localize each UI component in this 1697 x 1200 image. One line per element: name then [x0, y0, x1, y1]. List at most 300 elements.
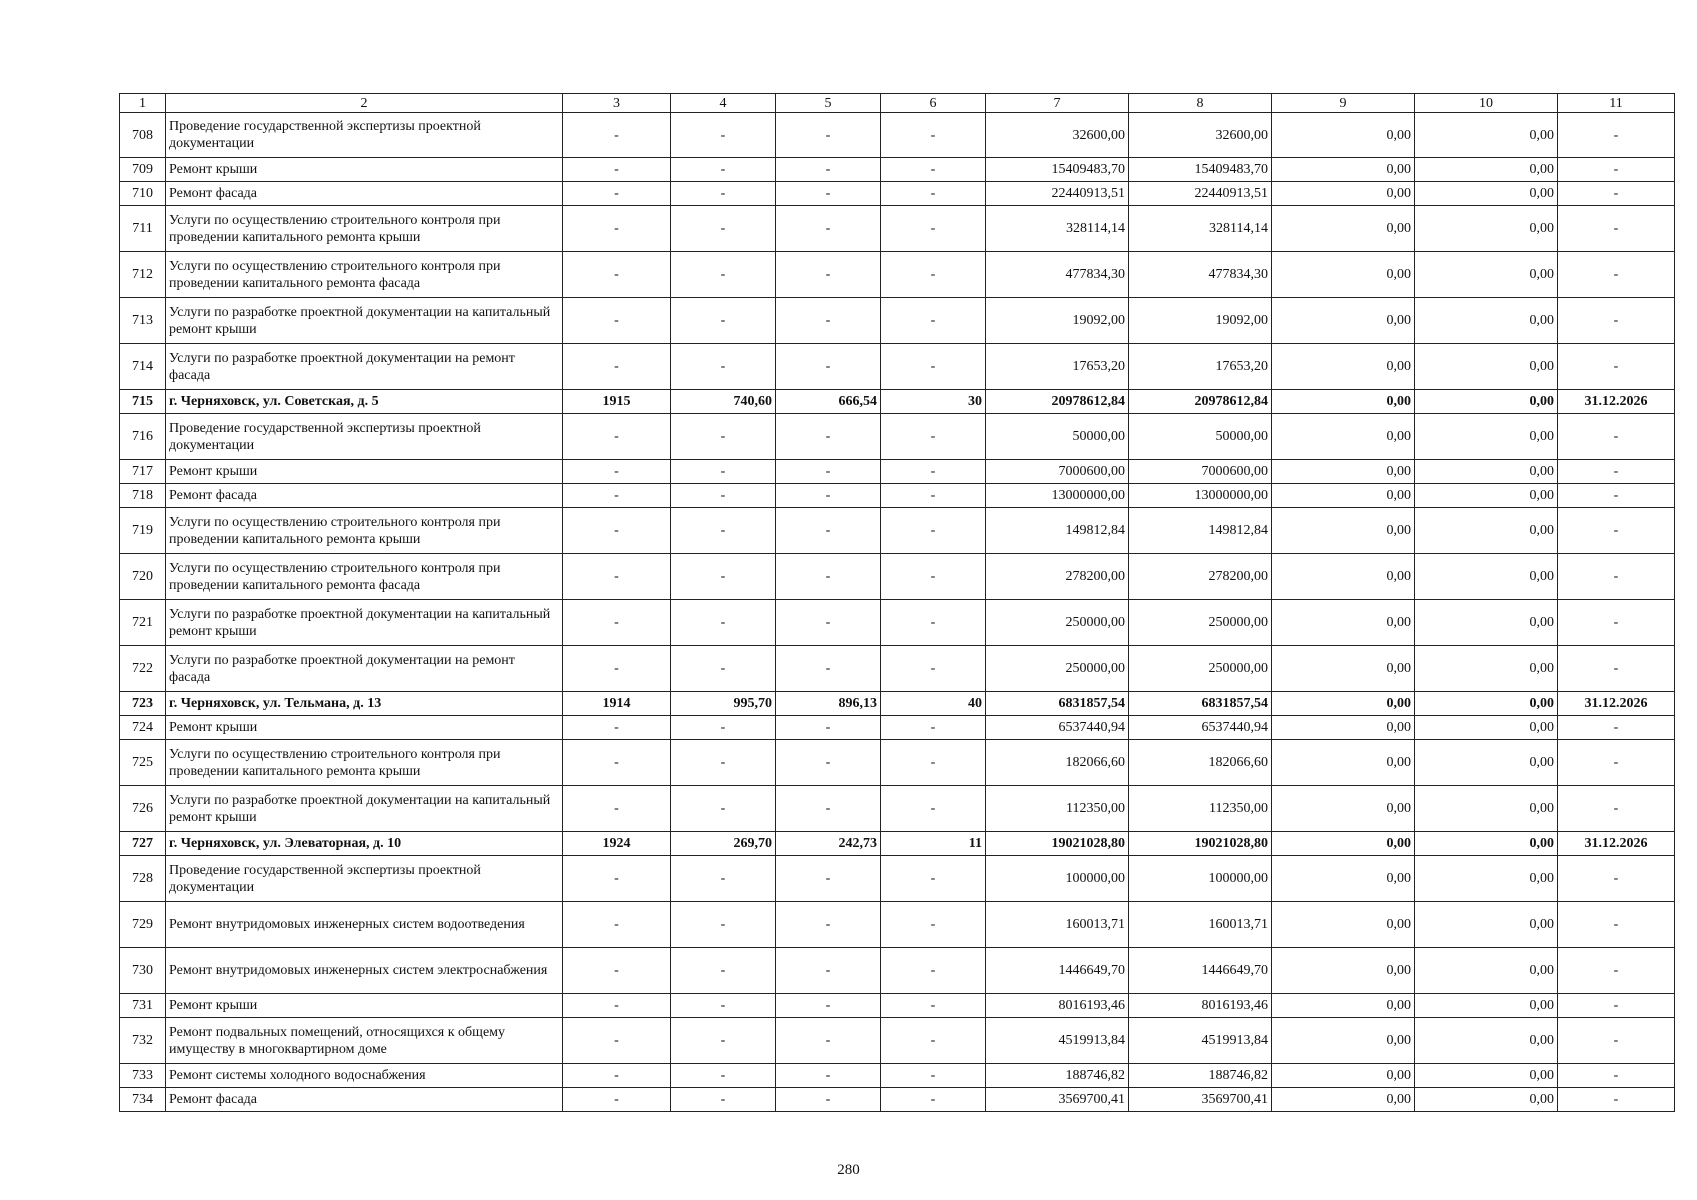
cell-col-6: - — [881, 716, 986, 740]
cell-col-8: 1446649,70 — [1129, 948, 1272, 994]
cell-col-4: - — [671, 994, 776, 1018]
cell-col-9: 0,00 — [1272, 994, 1415, 1018]
row-number: 708 — [120, 113, 166, 158]
cell-col-11: - — [1558, 182, 1675, 206]
cell-col-9: 0,00 — [1272, 948, 1415, 994]
cell-col-6: - — [881, 298, 986, 344]
cell-col-4: - — [671, 206, 776, 252]
cell-col-4: - — [671, 414, 776, 460]
work-description: Услуги по разработке проектной документации на капитальный ремонт крыши — [166, 600, 563, 646]
cell-col-7: 4519913,84 — [986, 1018, 1129, 1064]
cell-col-11: - — [1558, 948, 1675, 994]
cell-col-7: 100000,00 — [986, 856, 1129, 902]
cell-col-5: - — [776, 1018, 881, 1064]
cell-col-9: 0,00 — [1272, 206, 1415, 252]
cell-col-5: - — [776, 1064, 881, 1088]
cell-col-6: - — [881, 252, 986, 298]
cell-col-3: - — [563, 786, 671, 832]
cell-col-3: 1924 — [563, 832, 671, 856]
cell-col-4: - — [671, 484, 776, 508]
cell-col-11: - — [1558, 716, 1675, 740]
cell-col-10: 0,00 — [1415, 390, 1558, 414]
header-cell: 7 — [986, 94, 1129, 113]
cell-col-10: 0,00 — [1415, 600, 1558, 646]
cell-col-8: 250000,00 — [1129, 646, 1272, 692]
cell-col-8: 7000600,00 — [1129, 460, 1272, 484]
cell-col-10: 0,00 — [1415, 1018, 1558, 1064]
cell-col-6: - — [881, 158, 986, 182]
cell-col-4: - — [671, 344, 776, 390]
table-row — [120, 716, 1675, 740]
cell-col-9: 0,00 — [1272, 158, 1415, 182]
work-description: Ремонт крыши — [166, 460, 563, 484]
header-cell: 5 — [776, 94, 881, 113]
cell-col-9: 0,00 — [1272, 1064, 1415, 1088]
cell-col-6: - — [881, 856, 986, 902]
cell-col-6: - — [881, 113, 986, 158]
cell-col-11: - — [1558, 252, 1675, 298]
table-row — [120, 994, 1675, 1018]
cell-col-6: - — [881, 206, 986, 252]
header-cell: 3 — [563, 94, 671, 113]
work-description: Ремонт внутридомовых инженерных систем электроснабжения — [166, 948, 563, 994]
table-row — [120, 856, 1675, 902]
cell-col-9: 0,00 — [1272, 832, 1415, 856]
cell-col-4: - — [671, 508, 776, 554]
cell-col-5: - — [776, 740, 881, 786]
cell-col-4: - — [671, 740, 776, 786]
table-row — [120, 1018, 1675, 1064]
cell-col-7: 19092,00 — [986, 298, 1129, 344]
cell-col-9: 0,00 — [1272, 182, 1415, 206]
cell-col-11: 31.12.2026 — [1558, 390, 1675, 414]
cell-col-9: 0,00 — [1272, 646, 1415, 692]
row-number: 721 — [120, 600, 166, 646]
row-number: 720 — [120, 554, 166, 600]
cell-col-5: - — [776, 948, 881, 994]
cell-col-11: 31.12.2026 — [1558, 832, 1675, 856]
cell-col-4: - — [671, 113, 776, 158]
cell-col-9: 0,00 — [1272, 1088, 1415, 1112]
table-row — [120, 484, 1675, 508]
table-row — [120, 414, 1675, 460]
row-number: 715 — [120, 390, 166, 414]
cell-col-4: - — [671, 1064, 776, 1088]
table-row — [120, 344, 1675, 390]
cell-col-9: 0,00 — [1272, 298, 1415, 344]
table-row — [120, 252, 1675, 298]
cell-col-10: 0,00 — [1415, 252, 1558, 298]
cell-col-4: - — [671, 1088, 776, 1112]
cell-col-5: - — [776, 646, 881, 692]
cell-col-9: 0,00 — [1272, 414, 1415, 460]
cell-col-3: - — [563, 902, 671, 948]
cell-col-11: - — [1558, 1088, 1675, 1112]
header-cell: 1 — [120, 94, 166, 113]
cell-col-7: 182066,60 — [986, 740, 1129, 786]
cell-col-8: 6831857,54 — [1129, 692, 1272, 716]
cell-col-11: - — [1558, 298, 1675, 344]
cell-col-3: - — [563, 113, 671, 158]
work-description: Ремонт подвальных помещений, относящихся к общему имуществу в многоквартирном доме — [166, 1018, 563, 1064]
cell-col-8: 188746,82 — [1129, 1064, 1272, 1088]
table-row — [120, 1088, 1675, 1112]
cell-col-5: - — [776, 994, 881, 1018]
cell-col-7: 22440913,51 — [986, 182, 1129, 206]
cell-col-7: 20978612,84 — [986, 390, 1129, 414]
work-description: Ремонт фасада — [166, 484, 563, 508]
header-cell: 2 — [166, 94, 563, 113]
cell-col-8: 3569700,41 — [1129, 1088, 1272, 1112]
row-number: 717 — [120, 460, 166, 484]
row-number: 725 — [120, 740, 166, 786]
cell-col-4: - — [671, 182, 776, 206]
cell-col-7: 328114,14 — [986, 206, 1129, 252]
cell-col-8: 4519913,84 — [1129, 1018, 1272, 1064]
cell-col-9: 0,00 — [1272, 902, 1415, 948]
cell-col-10: 0,00 — [1415, 856, 1558, 902]
cell-col-8: 100000,00 — [1129, 856, 1272, 902]
cell-col-11: - — [1558, 740, 1675, 786]
cell-col-5: - — [776, 158, 881, 182]
work-description: г. Черняховск, ул. Советская, д. 5 — [166, 390, 563, 414]
cell-col-6: - — [881, 740, 986, 786]
cell-col-11: - — [1558, 786, 1675, 832]
header-cell: 9 — [1272, 94, 1415, 113]
cell-col-10: 0,00 — [1415, 554, 1558, 600]
cell-col-3: - — [563, 948, 671, 994]
cell-col-3: 1914 — [563, 692, 671, 716]
address-row — [120, 390, 1675, 414]
work-description: Услуги по осуществлению строительного контроля при проведении капитального ремонта крыши — [166, 740, 563, 786]
page-number: 280 — [837, 1162, 860, 1178]
row-number: 730 — [120, 948, 166, 994]
cell-col-5: - — [776, 460, 881, 484]
work-description: Услуги по разработке проектной документации на капитальный ремонт крыши — [166, 298, 563, 344]
table-row — [120, 1064, 1675, 1088]
cell-col-10: 0,00 — [1415, 994, 1558, 1018]
header-cell: 8 — [1129, 94, 1272, 113]
cell-col-9: 0,00 — [1272, 390, 1415, 414]
cell-col-9: 0,00 — [1272, 856, 1415, 902]
cell-col-6: - — [881, 902, 986, 948]
work-description: Услуги по разработке проектной документации на ремонт фасада — [166, 344, 563, 390]
row-number: 714 — [120, 344, 166, 390]
table-row — [120, 786, 1675, 832]
cell-col-11: - — [1558, 460, 1675, 484]
cell-col-5: - — [776, 298, 881, 344]
cell-col-6: - — [881, 786, 986, 832]
cell-col-10: 0,00 — [1415, 786, 1558, 832]
table-row — [120, 206, 1675, 252]
cell-col-8: 6537440,94 — [1129, 716, 1272, 740]
work-description: Проведение государственной экспертизы проектной документации — [166, 856, 563, 902]
cell-col-3: - — [563, 182, 671, 206]
cell-col-5: - — [776, 344, 881, 390]
cell-col-11: - — [1558, 1018, 1675, 1064]
work-description: г. Черняховск, ул. Элеваторная, д. 10 — [166, 832, 563, 856]
cell-col-3: - — [563, 994, 671, 1018]
cell-col-3: - — [563, 740, 671, 786]
cell-col-8: 15409483,70 — [1129, 158, 1272, 182]
cell-col-11: - — [1558, 508, 1675, 554]
cell-col-10: 0,00 — [1415, 508, 1558, 554]
cell-col-11: - — [1558, 113, 1675, 158]
cell-col-4: 995,70 — [671, 692, 776, 716]
cell-col-8: 328114,14 — [1129, 206, 1272, 252]
cell-col-5: - — [776, 113, 881, 158]
cell-col-8: 278200,00 — [1129, 554, 1272, 600]
cell-col-9: 0,00 — [1272, 600, 1415, 646]
work-description: Ремонт крыши — [166, 716, 563, 740]
work-description: Ремонт крыши — [166, 994, 563, 1018]
cell-col-5: - — [776, 484, 881, 508]
row-number: 726 — [120, 786, 166, 832]
table-row — [120, 902, 1675, 948]
cell-col-10: 0,00 — [1415, 646, 1558, 692]
cell-col-11: - — [1558, 484, 1675, 508]
cell-col-8: 20978612,84 — [1129, 390, 1272, 414]
cell-col-10: 0,00 — [1415, 832, 1558, 856]
cell-col-3: - — [563, 298, 671, 344]
cell-col-4: 269,70 — [671, 832, 776, 856]
cell-col-3: - — [563, 554, 671, 600]
work-description: Ремонт фасада — [166, 182, 563, 206]
row-number: 711 — [120, 206, 166, 252]
cell-col-7: 50000,00 — [986, 414, 1129, 460]
row-number: 732 — [120, 1018, 166, 1064]
cell-col-9: 0,00 — [1272, 484, 1415, 508]
cell-col-5: - — [776, 716, 881, 740]
table-row — [120, 158, 1675, 182]
cell-col-6: - — [881, 600, 986, 646]
cell-col-4: - — [671, 460, 776, 484]
cell-col-3: - — [563, 414, 671, 460]
cell-col-10: 0,00 — [1415, 113, 1558, 158]
cell-col-4: - — [671, 298, 776, 344]
row-number: 710 — [120, 182, 166, 206]
cell-col-6: - — [881, 484, 986, 508]
cell-col-8: 32600,00 — [1129, 113, 1272, 158]
row-number: 727 — [120, 832, 166, 856]
cell-col-10: 0,00 — [1415, 1088, 1558, 1112]
table-row — [120, 460, 1675, 484]
cell-col-4: - — [671, 1018, 776, 1064]
cell-col-8: 22440913,51 — [1129, 182, 1272, 206]
work-description: Услуги по разработке проектной документации на капитальный ремонт крыши — [166, 786, 563, 832]
cell-col-11: - — [1558, 206, 1675, 252]
cell-col-8: 149812,84 — [1129, 508, 1272, 554]
cell-col-3: - — [563, 344, 671, 390]
cell-col-9: 0,00 — [1272, 113, 1415, 158]
cell-col-5: - — [776, 414, 881, 460]
table-row — [120, 646, 1675, 692]
cell-col-5: - — [776, 600, 881, 646]
cell-col-7: 188746,82 — [986, 1064, 1129, 1088]
cell-col-7: 7000600,00 — [986, 460, 1129, 484]
row-number: 729 — [120, 902, 166, 948]
cell-col-11: - — [1558, 600, 1675, 646]
cell-col-4: - — [671, 554, 776, 600]
cell-col-10: 0,00 — [1415, 206, 1558, 252]
cell-col-11: - — [1558, 856, 1675, 902]
cell-col-6: - — [881, 414, 986, 460]
header-cell: 11 — [1558, 94, 1675, 113]
cell-col-10: 0,00 — [1415, 484, 1558, 508]
work-description: г. Черняховск, ул. Тельмана, д. 13 — [166, 692, 563, 716]
work-description: Услуги по осуществлению строительного контроля при проведении капитального ремонта фасада — [166, 554, 563, 600]
header-cell: 4 — [671, 94, 776, 113]
cell-col-7: 278200,00 — [986, 554, 1129, 600]
row-number: 712 — [120, 252, 166, 298]
row-number: 733 — [120, 1064, 166, 1088]
cell-col-3: - — [563, 252, 671, 298]
cell-col-9: 0,00 — [1272, 1018, 1415, 1064]
cell-col-7: 8016193,46 — [986, 994, 1129, 1018]
cell-col-6: - — [881, 994, 986, 1018]
cell-col-11: - — [1558, 344, 1675, 390]
cell-col-8: 17653,20 — [1129, 344, 1272, 390]
cell-col-8: 8016193,46 — [1129, 994, 1272, 1018]
cell-col-5: 242,73 — [776, 832, 881, 856]
cell-col-3: - — [563, 484, 671, 508]
row-number: 723 — [120, 692, 166, 716]
cell-col-6: - — [881, 344, 986, 390]
cell-col-7: 32600,00 — [986, 113, 1129, 158]
cell-col-6: - — [881, 460, 986, 484]
row-number: 734 — [120, 1088, 166, 1112]
row-number: 719 — [120, 508, 166, 554]
cell-col-6: - — [881, 1064, 986, 1088]
cell-col-9: 0,00 — [1272, 692, 1415, 716]
cell-col-3: - — [563, 206, 671, 252]
cell-col-9: 0,00 — [1272, 344, 1415, 390]
cell-col-6: - — [881, 1088, 986, 1112]
cell-col-4: - — [671, 948, 776, 994]
cell-col-8: 112350,00 — [1129, 786, 1272, 832]
repair-program-table — [119, 93, 1675, 1112]
cell-col-6: 30 — [881, 390, 986, 414]
table-row — [120, 508, 1675, 554]
row-number: 716 — [120, 414, 166, 460]
cell-col-5: - — [776, 1088, 881, 1112]
cell-col-4: - — [671, 902, 776, 948]
cell-col-3: - — [563, 600, 671, 646]
address-row — [120, 692, 1675, 716]
table-row — [120, 740, 1675, 786]
cell-col-5: 896,13 — [776, 692, 881, 716]
row-number: 713 — [120, 298, 166, 344]
cell-col-9: 0,00 — [1272, 460, 1415, 484]
work-description: Ремонт фасада — [166, 1088, 563, 1112]
cell-col-7: 6831857,54 — [986, 692, 1129, 716]
cell-col-4: - — [671, 158, 776, 182]
work-description: Проведение государственной экспертизы проектной документации — [166, 113, 563, 158]
row-number: 731 — [120, 994, 166, 1018]
work-description: Ремонт внутридомовых инженерных систем водоотведения — [166, 902, 563, 948]
cell-col-5: - — [776, 786, 881, 832]
cell-col-3: - — [563, 646, 671, 692]
cell-col-6: - — [881, 948, 986, 994]
cell-col-11: - — [1558, 902, 1675, 948]
cell-col-8: 19021028,80 — [1129, 832, 1272, 856]
cell-col-10: 0,00 — [1415, 716, 1558, 740]
cell-col-10: 0,00 — [1415, 692, 1558, 716]
cell-col-3: - — [563, 856, 671, 902]
cell-col-5: 666,54 — [776, 390, 881, 414]
cell-col-6: 40 — [881, 692, 986, 716]
address-row — [120, 832, 1675, 856]
cell-col-4: - — [671, 252, 776, 298]
cell-col-8: 477834,30 — [1129, 252, 1272, 298]
cell-col-9: 0,00 — [1272, 786, 1415, 832]
table-row — [120, 113, 1675, 158]
work-description: Услуги по осуществлению строительного контроля при проведении капитального ремонта крыши — [166, 508, 563, 554]
cell-col-7: 250000,00 — [986, 600, 1129, 646]
cell-col-3: - — [563, 460, 671, 484]
cell-col-7: 6537440,94 — [986, 716, 1129, 740]
cell-col-5: - — [776, 182, 881, 206]
row-number: 724 — [120, 716, 166, 740]
cell-col-10: 0,00 — [1415, 1064, 1558, 1088]
table-row — [120, 948, 1675, 994]
cell-col-6: 11 — [881, 832, 986, 856]
cell-col-8: 13000000,00 — [1129, 484, 1272, 508]
work-description: Услуги по разработке проектной документации на ремонт фасада — [166, 646, 563, 692]
cell-col-5: - — [776, 206, 881, 252]
cell-col-11: - — [1558, 1064, 1675, 1088]
header-cell: 6 — [881, 94, 986, 113]
cell-col-3: - — [563, 716, 671, 740]
row-number: 722 — [120, 646, 166, 692]
cell-col-6: - — [881, 1018, 986, 1064]
header-cell: 10 — [1415, 94, 1558, 113]
cell-col-11: 31.12.2026 — [1558, 692, 1675, 716]
cell-col-7: 15409483,70 — [986, 158, 1129, 182]
cell-col-9: 0,00 — [1272, 740, 1415, 786]
row-number: 709 — [120, 158, 166, 182]
cell-col-7: 17653,20 — [986, 344, 1129, 390]
cell-col-10: 0,00 — [1415, 344, 1558, 390]
cell-col-7: 112350,00 — [986, 786, 1129, 832]
cell-col-10: 0,00 — [1415, 740, 1558, 786]
cell-col-9: 0,00 — [1272, 252, 1415, 298]
cell-col-8: 50000,00 — [1129, 414, 1272, 460]
cell-col-3: - — [563, 1018, 671, 1064]
cell-col-3: - — [563, 508, 671, 554]
row-number: 728 — [120, 856, 166, 902]
cell-col-5: - — [776, 902, 881, 948]
work-description: Ремонт системы холодного водоснабжения — [166, 1064, 563, 1088]
row-number: 718 — [120, 484, 166, 508]
work-description: Проведение государственной экспертизы проектной документации — [166, 414, 563, 460]
cell-col-7: 13000000,00 — [986, 484, 1129, 508]
table-row — [120, 554, 1675, 600]
cell-col-4: - — [671, 786, 776, 832]
cell-col-10: 0,00 — [1415, 902, 1558, 948]
cell-col-8: 250000,00 — [1129, 600, 1272, 646]
cell-col-7: 477834,30 — [986, 252, 1129, 298]
cell-col-5: - — [776, 252, 881, 298]
cell-col-6: - — [881, 646, 986, 692]
cell-col-3: - — [563, 158, 671, 182]
cell-col-9: 0,00 — [1272, 508, 1415, 554]
cell-col-4: 740,60 — [671, 390, 776, 414]
cell-col-10: 0,00 — [1415, 460, 1558, 484]
cell-col-6: - — [881, 182, 986, 206]
cell-col-7: 1446649,70 — [986, 948, 1129, 994]
cell-col-4: - — [671, 646, 776, 692]
